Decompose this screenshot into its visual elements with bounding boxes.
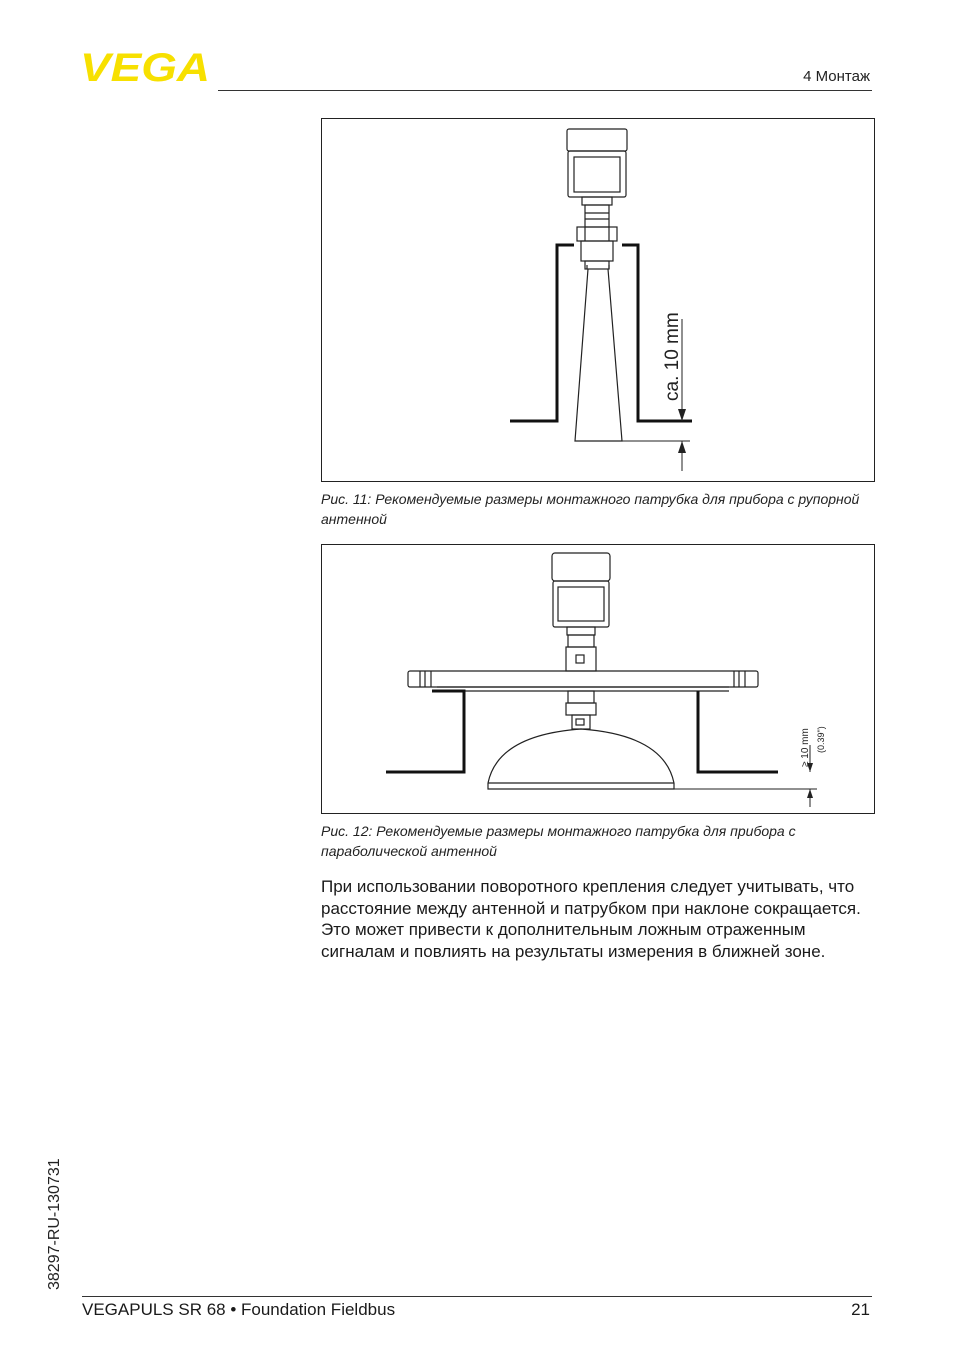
- figure-parabolic-antenna: [321, 544, 875, 814]
- figure-11-caption: Рис. 11: Рекомендуемые размеры монтажного патрубка для прибора с рупорной антенной: [321, 491, 860, 527]
- vega-logo: [80, 50, 212, 84]
- dimension-label-horn: ca. 10 mm: [662, 312, 683, 401]
- figure-12-caption: Рис. 12: Рекомендуемые размеры монтажного патрубка для прибора с параболической антенной: [321, 823, 796, 859]
- footer-product-title: VEGAPULS SR 68 • Foundation Fieldbus: [82, 1300, 396, 1319]
- logo-text: VEGA: [80, 50, 210, 84]
- section-title: 4 Монтаж: [803, 68, 870, 85]
- parabolic-antenna-drawing: [322, 545, 874, 813]
- dimension-label-parabolic-inch: (0.39"): [816, 726, 826, 753]
- footer-divider: [82, 1296, 872, 1297]
- horn-antenna-drawing: [322, 119, 874, 481]
- dimension-label-parabolic: ≥ 10 mm: [800, 728, 811, 767]
- body-paragraph: При использовании поворотного крепления следует учитывать, что расстояние между антенной и патрубком при наклоне сокращается. Это может привести к дополнительным ложным отраженным сигналам и повлиять на результаты измерения в ближней зоне.: [321, 877, 861, 961]
- page-number: 21: [851, 1300, 870, 1319]
- header-divider: [218, 90, 872, 91]
- figure-horn-antenna: [321, 118, 875, 482]
- document-id: 38297-RU-130731: [46, 1158, 63, 1290]
